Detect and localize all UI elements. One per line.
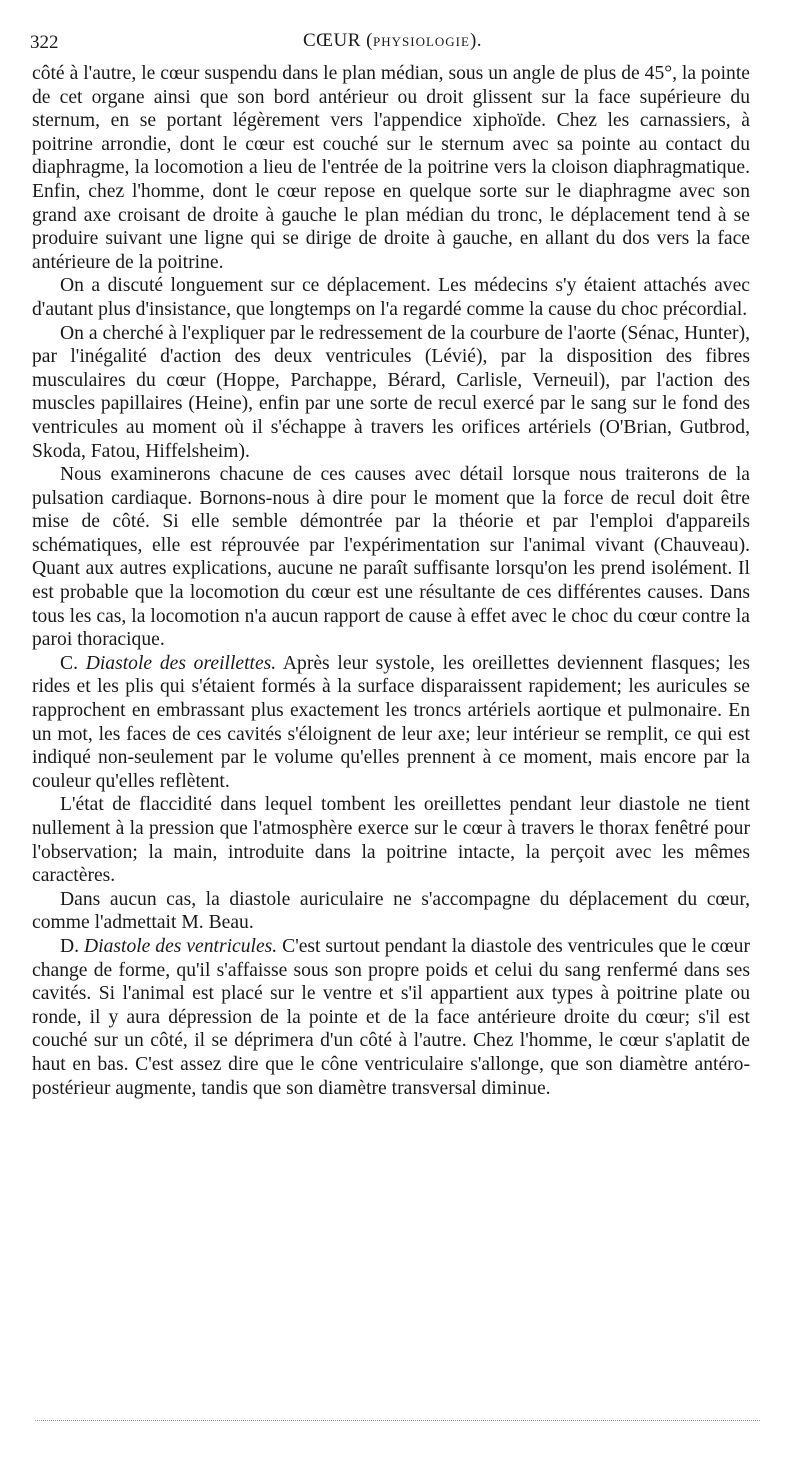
running-title xyxy=(30,30,755,52)
paragraph-discussion: On a discuté longuement sur ce déplacement. Les médecins s'y étaient attachés avec d'autant plus d'insistance, que longtemps on l'a regardé comme la cause du choc précordial. xyxy=(32,275,750,320)
page-header xyxy=(30,30,755,60)
paragraph-examination: Nous examinerons chacune de ces causes avec détail lorsque nous traiterons de la pulsation cardiaque. Bornons-nous à dire pour le moment que la force de recul doit être mise de côté. Si elle semble démontrée par la théorie et par l'emploi d'appareils schématiques, elle est réprouvée par l'expérimentation sur l'animal vivant (Chauveau). Quant aux autres explications, aucune ne paraît suffisante lorsqu'on les prend isolément. Il est probable que la locomotion du cœur est une résultante de ces différentes causes. Dans tous les cas, la locomotion n'a aucun rapport de cause à effet avec le choc du cœur contre la paroi thoracique. xyxy=(32,464,750,651)
paragraph-diastole-oreillettes xyxy=(32,652,750,794)
section-label-d: D. xyxy=(60,935,80,957)
section-text-ventricules: C'est surtout pendant la diastole des ventricules que le cœur change de forme, qu'il s'affaisse sous son propre poids et celui du sang renfermé dans ses cavités. Si l'animal est placé sur le ventre et s'il appartient aux types à poitrine plate ou ronde, il y aura dépression de la pointe et de la face antérieure droite du cœur; s'il est couché sur un côté, il se déprimera d'un côté à l'autre. Chez l'homme, le cœur s'aplatit de haut en bas. C'est assez dire que le cône ventriculaire s'allonge, que son diamètre antéro-postérieur augmente, tandis que son diamètre transversal diminue. xyxy=(32,935,750,1099)
section-label-c: C. xyxy=(60,652,78,674)
section-text-oreillettes: Après leur systole, les oreillettes deviennent flasques; les rides et les plis qui s'étaient formés à la surface disparaissent rapidement; les auricules se rapprochent en embrassant plus exactement les troncs artériels aortique et pulmonaire. En un mot, les faces de ces cavités s'éloignent de leur axe; leur intérieur se remplit, ce qui est indiqué non-seulement par le volume qu'elles prennent à ce moment, mais encore par la couleur qu'elles reflètent. xyxy=(32,652,750,792)
paragraph-explanations: On a cherché à l'expliquer par le redressement de la courbure de l'aorte (Sénac, Hunter), par l'inégalité d'action des deux ventricules (Lévié), par la disposition des fibres musculaires du cœur (Hoppe, Parchappe, Bérard, Carlisle, Verneuil), par l'action des muscles papillaires (Heine), enfin par une sorte de recul exercé par le sang sur le fond des ventricules au moment où il s'échappe à travers les orifices artériels (O'Brian, Gutbrod, Skoda, Fatou, Hiffelsheim). xyxy=(32,322,750,462)
section-title-oreillettes: Diastole des oreillettes. xyxy=(85,652,277,674)
page-number: 322 xyxy=(30,32,59,53)
paragraph-locomotion-continued: côté à l'autre, le cœur suspendu dans le plan médian, sous un angle de plus de 45°, la pointe de cet organe ainsi que son bord antérieur ou droit glissent sur la face supérieure du sternum, en se portant légèrement vers l'appendice xiphoïde. Chez les carnassiers, à poitrine arrondie, dont le cœur est couché sur le sternum avec sa pointe au contact du diaphragme, la locomotion a lieu de l'entrée de la poitrine vers la cloison diaphragmatique. Enfin, chez l'homme, dont le cœur repose en quelque sorte sur le diaphragme avec son grand axe croisant de droite à gauche le plan médian du tronc, le déplacement tend à se produire suivant une ligne qui se dirige de droite à gauche, en allant du dos vers la face antérieure de la poitrine. xyxy=(32,63,750,273)
running-title-paren-open: ( xyxy=(360,30,373,51)
paragraph-diastole-ventricules xyxy=(32,935,750,1100)
footer-rule xyxy=(35,1420,760,1421)
paragraph-beau: Dans aucun cas, la diastole auriculaire ne s'accompagne du déplacement du cœur, comme l'admettait M. Beau. xyxy=(32,888,750,934)
body-text xyxy=(32,62,750,1100)
running-title-main: CŒUR xyxy=(302,30,361,51)
section-title-ventricules: Diastole des ventricules. xyxy=(83,935,278,957)
running-title-paren-close: ). xyxy=(469,30,483,51)
running-title-sub: PHYSIOLOGIE xyxy=(373,34,470,49)
paragraph-flaccidite: L'état de flaccidité dans lequel tombent les oreillettes pendant leur diastole ne tient nullement à la pression que l'atmosphère exerce sur le cœur à travers le thorax fenêtré pour l'observation; la main, introduite dans la poitrine intacte, la perçoit avec les mêmes caractères. xyxy=(32,794,750,887)
